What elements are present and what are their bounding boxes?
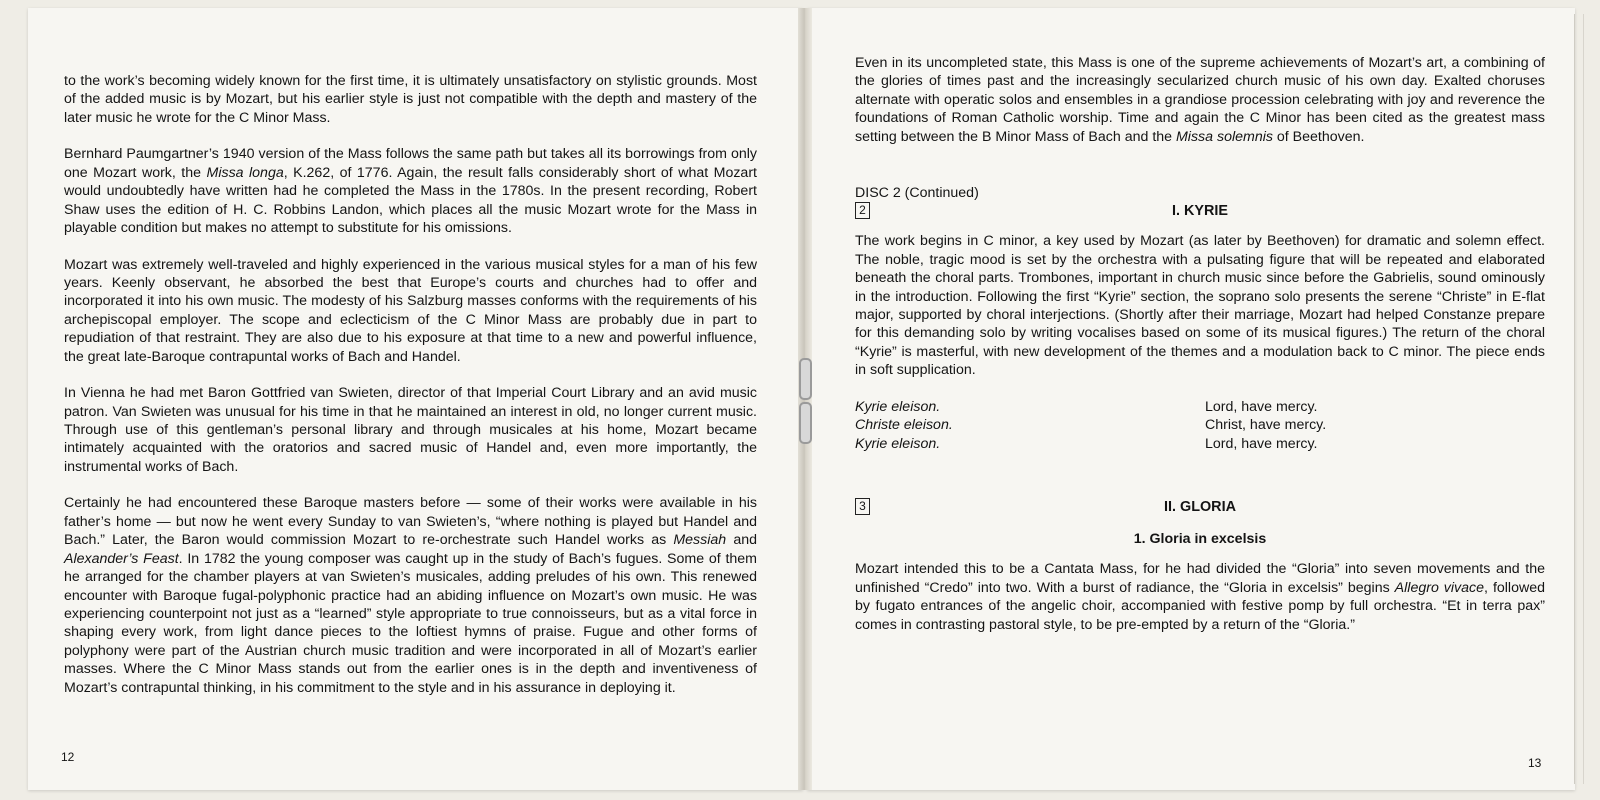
gloria-subheading: 1. Gloria in excelsis (1133, 530, 1267, 547)
paragraph: In Vienna he had met Baron Gottfried van Swieten, director of that Imperial Court Library and an avid music patron. Van Swieten was unusual for his time in that he maintained an interest in old, no longer current music. Through use of this gentleman’s personal library and through musicales at his home, Mozart became intimately acquainted with the oratorios and sacred music of Handel and, even more importantly, the instrumental works of Bach. (64, 385, 757, 475)
staple-bottom (799, 402, 812, 444)
staple-top (799, 358, 812, 400)
gloria-heading: II. GLORIA (1164, 498, 1236, 515)
gloria-paragraph: Mozart intended this to be a Cantata Mass, for he had divided the “Gloria” into seven movements and the unfinished “Credo” into two. With a burst of radiance, the “Gloria in excelsis” begins Allegro vivace, followed by fugato entrances of the angelic choir, accompanied with festive pomp by full orchestra. “Et in terra pax” comes in contrasting pastoral style, to be pre-empted by a return of the “Gloria.” (855, 561, 1546, 633)
paragraph: Certainly he had encountered these Baroque masters before — some of their works were available in his father’s home — but now he went every Sunday to van Swieten’s, “where nothing is played but Handel and Bach.” Later, the Baron would commission Mozart to re-orchestrate such Handel works as Messiah and Alexander’s Feast. In 1782 the young composer was caught up in the study of Bach’s fugues. Some of them he arranged for the chamber players at van Swieten’s musicales, adding preludes of his own. This renewed encounter with Baroque fugal-polyphonic practice had an abiding influence on Mozart’s own music. He was experiencing counterpoint not just as a “learned” style appropriate to true connoisseurs, but as a vital force in shaping every work, from light dance pieces to the loftiest hymns of praise. Fugue and other forms of polyphony were part of the Austrian church music tradition and were incorporated in all of Mozart’s earlier masses. Where the C Minor Mass stands out from the earlier ones is in the depth and inventiveness of Mozart’s contrapuntal thinking, in his commitment to the style and in his assurance in deploying it. (64, 495, 758, 696)
english-line: Lord, have mercy. (1205, 398, 1318, 415)
latin-line: Kyrie eleison. (855, 398, 941, 415)
kyrie-paragraph: The work begins in C minor, a key used by Mozart (as later by Beethoven) for dramatic and solemn effect. The noble, tragic mood is set by the orchestra with a pulsating figure that will be repeated and elaborated beneath the choral parts. Trombones, important in church music since before the Gabrielis, sound ominously in the introduction. Following the first “Kyrie” section, the soprano solo presents the serene “Christe” in E-flat major, supported by choral interjections. (Shortly after their marriage, Mozart had helped Constanze prepare for this demanding solo by writing vocalises based on some of its musical figures.) The return of the choral “Kyrie” is masterful, with new development of the themes and a modulation back to C minor. The piece ends in soft supplication. (855, 233, 1545, 379)
left-column (64, 72, 757, 715)
paragraph: Bernhard Paumgartner’s 1940 version of the Mass follows the same path but takes all its borrowings from only one Mozart work, the Missa longa, K.262, of 1776. Again, the result falls considerably short of what Mozart would undoubtedly have written had he completed the Mass in the 1780s. In the present recording, Robert Shaw uses the edition of H. C. Robbins Landon, which places all the music Mozart wrote for the Mass in playable condition but makes no attempt to substitute for his omissions. (64, 146, 757, 237)
kyrie-heading: I. KYRIE (1172, 203, 1228, 220)
right-column (855, 54, 1545, 652)
page-edges (1574, 14, 1584, 784)
page-number-left: 12 (61, 750, 75, 764)
track-number-kyrie: 2 (855, 202, 870, 219)
english-line: Lord, have mercy. (1205, 435, 1318, 452)
kyrie-header (855, 202, 1545, 222)
latin-line: Kyrie eleison. (855, 435, 941, 452)
intro-paragraph: Even in its uncompleted state, this Mass is one of the supreme achievements of Mozart’s art, a combining of the glories of times past and the increasingly secularized church music of his own day. Exalted choruses alternate with operatic solos and ensembles in a grandiose procession celebrating with joy and reverence the foundations of Roman Catholic worship. Time and again the C Minor has been cited as the greatest mass setting between the B Minor Mass of Bach and the Missa solemnis of Beethoven. (855, 55, 1545, 145)
english-line: Christ, have mercy. (1205, 417, 1327, 434)
kyrie-text-translation (855, 398, 1545, 458)
paragraph: to the work’s becoming widely known for the first time, it is ultimately unsatisfactory on stylistic grounds. Most of the added music is by Mozart, but his earlier style is just not compatible with the depth and mastery of the later music he wrote for the C Minor Mass. (64, 73, 757, 126)
english-text (1205, 398, 1326, 453)
disc-label: DISC 2 (Continued) (855, 185, 979, 202)
latin-line: Christe eleison. (855, 417, 953, 434)
track-number-gloria: 3 (855, 498, 870, 515)
gloria-header (855, 498, 1545, 518)
page-number-right: 13 (1528, 756, 1542, 770)
paragraph: Mozart was extremely well-traveled and highly experienced in the various musical styles for a man of his few years. Keenly observant, he absorbed the best that Europe’s courts and churches had to offer and incorporated it into his own music. The modesty of his Salzburg masses conforms with the requirements of his archepiscopal employer. The scope and eclecticism of the C Minor Mass are probably due in part to repudiation of that restraint. They are also due to his exposure at that time to a new and powerful influence, the great late-Baroque contrapuntal works of Bach and Handel. (64, 256, 757, 365)
latin-text (855, 398, 953, 453)
